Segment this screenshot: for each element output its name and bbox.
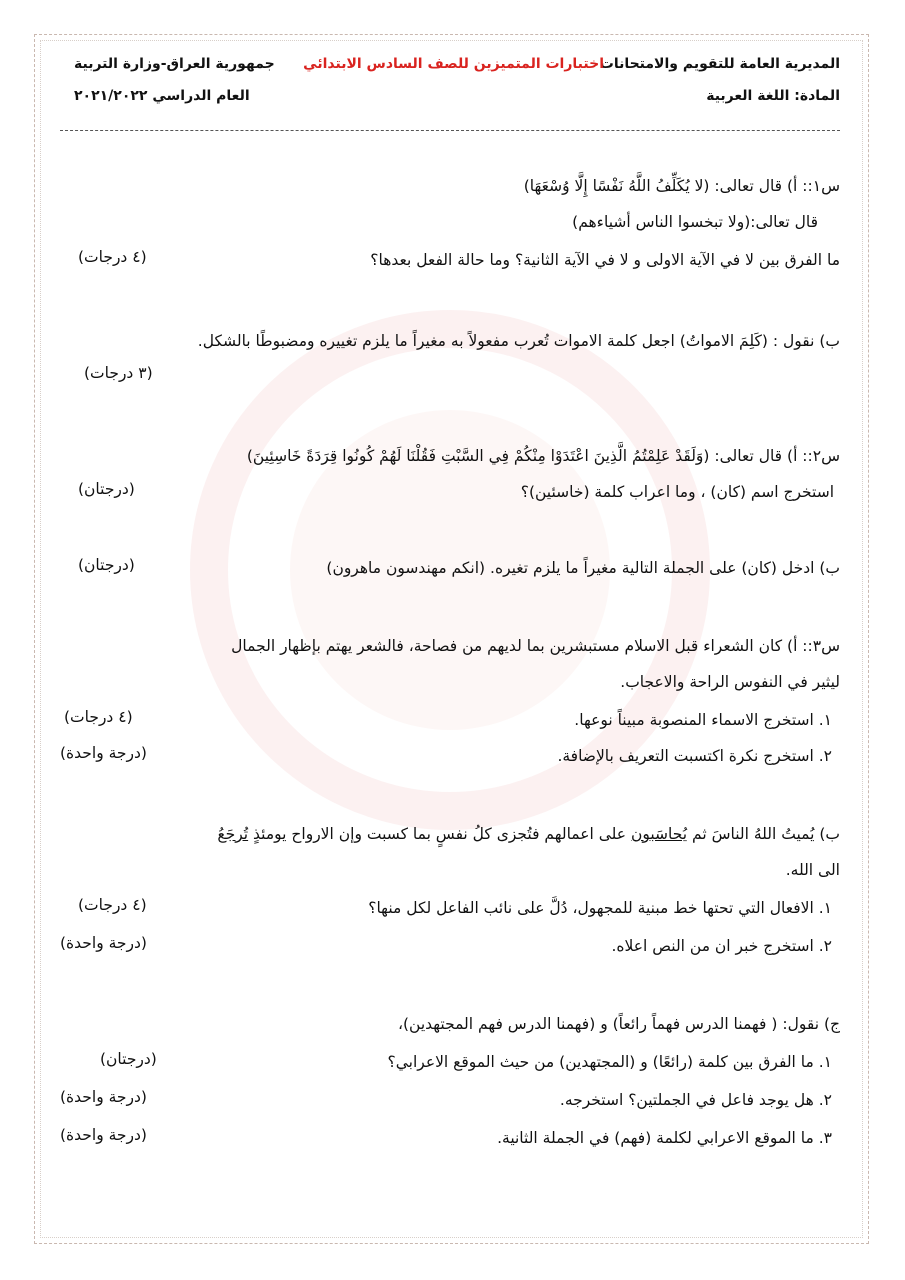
q3-b-underlined-verb2: تُرجَعُ	[217, 825, 249, 843]
header-directorate: المديرية العامة للتقويم والامتحانات	[599, 56, 840, 72]
q3-a-line1: س٣:: أ) كان الشعراء قبل الاسلام مستبشرين بما لديهم من فصاحة، فالشعر يهتم بإظهار الجمال	[231, 637, 840, 655]
q3-c-item3-score: (درجة واحدة)	[60, 1126, 147, 1144]
q3-c-item2-score: (درجة واحدة)	[60, 1088, 147, 1106]
q1-a-score: (٤ درجات)	[78, 248, 147, 266]
exam-header	[60, 52, 840, 118]
q3-c-item1: ١. ما الفرق بين كلمة (رائعًا) و (المجتهدين) من حيث الموقع الاعرابي؟	[387, 1053, 832, 1071]
q3-b-text-pre: ب) يُميتُ اللهُ الناسَ ثم	[687, 825, 840, 843]
exam-page	[60, 52, 840, 1147]
q2-a-line1: س٢:: أ) قال تعالى: (وَلَقَدْ عَلِمْتُمُ الَّذِينَ اعْتَدَوْا مِنْكُمْ فِي السَّبْتِ فَقُلْنَا لَهُمْ كُونُوا قِرَدَةً خَاسِئِينَ)	[246, 447, 840, 465]
q3-a-item2-score: (درجة واحدة)	[60, 744, 147, 762]
q3-b-text-mid: على اعمالهم فتُجزى كلُ نفسٍ بما كسبت وإن الارواح يومئذٍ	[248, 825, 631, 843]
q1-a-line2: قال تعالى:(ولا تبخسوا الناس أشياءهم)	[572, 213, 818, 231]
header-subject: المادة: اللغة العربية	[706, 88, 840, 104]
header-academic-year: العام الدراسي ٢٠٢١/٢٠٢٢	[74, 88, 250, 104]
q3-a-item2: ٢. استخرج نكرة اكتسبت التعريف بالإضافة.	[557, 747, 832, 765]
q2-b-score: (درجتان)	[78, 556, 135, 574]
q3-b-underlined-verb1: يُحاسَبون	[630, 825, 688, 843]
q1-b-score: (٣ درجات)	[84, 364, 153, 382]
q3-b-item2-score: (درجة واحدة)	[60, 934, 147, 952]
q2-a-line2: استخرج اسم (كان) ، وما اعراب كلمة (خاسئين)؟	[520, 483, 834, 501]
q3-b-item1: ١. الافعال التي تحتها خط مبنية للمجهول، دُلَّ على نائب الفاعل لكل منها؟	[368, 899, 832, 917]
header-exam-title: اختبارات المتميزين للصف السادس الابتدائي	[303, 56, 604, 72]
q3-b-item1-score: (٤ درجات)	[78, 896, 147, 914]
q3-c-item3: ٣. ما الموقع الاعرابي لكلمة (فهم) في الجملة الثانية.	[497, 1129, 832, 1147]
q3-b-item2: ٢. استخرج خبر ان من النص اعلاه.	[611, 937, 832, 955]
q1-b-line1: ب) نقول : (كَلِمَ الامواتُ) اجعل كلمة الاموات تُعرب مفعولاً به مغيراً ما يلزم تغييره ومضبوطًا بالشكل.	[197, 332, 840, 350]
q3-a-item1: ١. استخرج الاسماء المنصوبة مبيناً نوعها.	[574, 711, 832, 729]
q3-c-item1-score: (درجتان)	[100, 1050, 157, 1068]
q3-a-item1-score: (٤ درجات)	[64, 708, 133, 726]
q3-b-line2: الى الله.	[785, 861, 840, 879]
header-separator	[60, 130, 840, 131]
header-ministry: جمهورية العراق-وزارة التربية	[74, 56, 275, 72]
q1-a-line1: س١:: أ) قال تعالى: (لا يُكَلِّفُ اللَّهُ نَفْسًا إِلَّا وُسْعَهَا)	[523, 177, 840, 195]
q3-a-line2: ليثير في النفوس الراحة والاعجاب.	[620, 673, 840, 691]
q1-a-line3: ما الفرق بين لا في الآية الاولى و لا في الآية الثانية؟ وما حالة الفعل بعدها؟	[370, 251, 840, 269]
q2-a-score: (درجتان)	[78, 480, 135, 498]
q3-c-item2: ٢. هل يوجد فاعل في الجملتين؟ استخرجه.	[559, 1091, 832, 1109]
q3-c-line1: ج) نقول: ( فهمنا الدرس فهماً رائعاً) و (فهمنا الدرس فهم المجتهدين)،	[397, 1015, 840, 1033]
q3-b-line1	[60, 822, 840, 846]
q2-b-line1: ب) ادخل (كان) على الجملة التالية مغيراً ما يلزم تغيره. (انكم مهندسون ماهرون)	[326, 559, 840, 577]
